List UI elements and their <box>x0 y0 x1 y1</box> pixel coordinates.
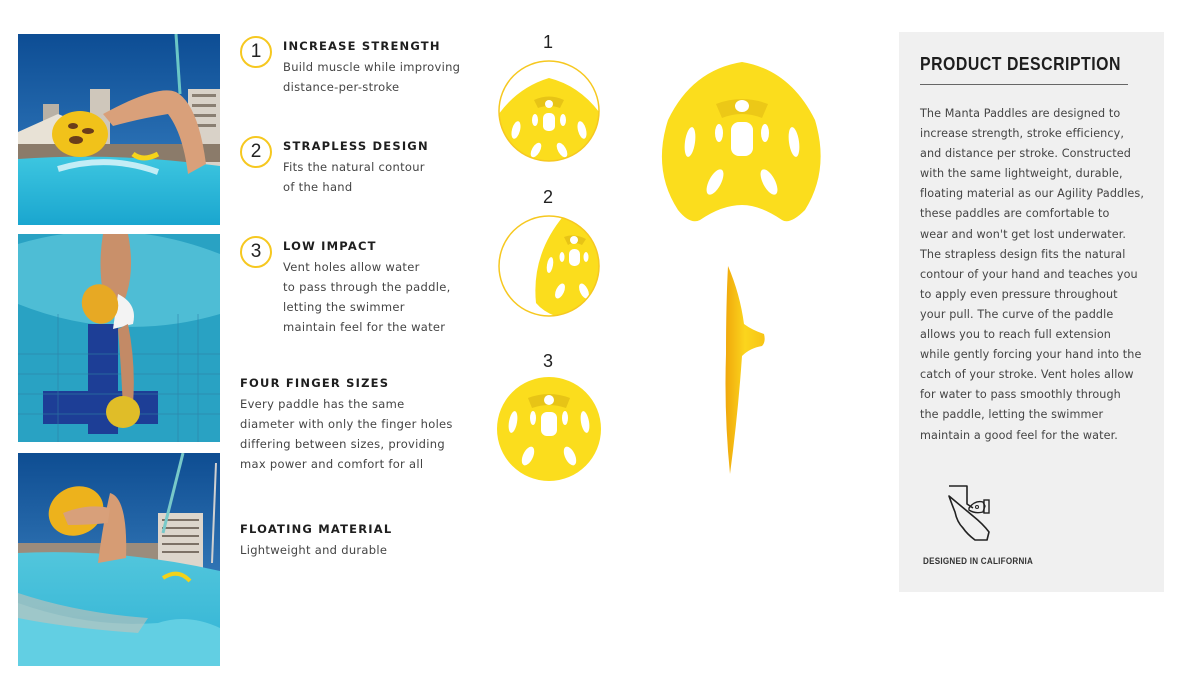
feature-description: Lightweight and durable <box>240 543 388 557</box>
paddle-side-view <box>722 264 768 476</box>
size-label-3: 3 <box>542 351 553 371</box>
feature-description: Every paddle has the same diameter with only the finger holes differing between sizes, providing max power and comfort for all <box>240 397 453 471</box>
feature-description: Vent holes allow water to pass through the paddle, letting the swimmer maintain feel for the water <box>283 260 451 334</box>
feature-four-finger-sizes <box>240 376 453 474</box>
panel-title: PRODUCT DESCRIPTION <box>920 54 1122 74</box>
feature-description: Build muscle while improving distance-per-stroke <box>283 60 461 94</box>
feature-title: STRAPLESS DESIGN <box>283 139 429 153</box>
size-diagram-2 <box>496 213 602 319</box>
photo-swimmer-underwater <box>18 234 220 442</box>
feature-title: INCREASE STRENGTH <box>283 39 441 53</box>
feature-description: Fits the natural contour of the hand <box>283 160 425 194</box>
designed-in-california-label: DESIGNED IN CALIFORNIA <box>923 556 1034 567</box>
feature-title: LOW IMPACT <box>283 239 377 253</box>
title-divider <box>920 84 1128 85</box>
photo-swimmer-freestyle <box>18 34 220 225</box>
paddle-front-view <box>660 60 824 225</box>
size-diagram-1 <box>496 58 602 164</box>
description-body: The Manta Paddles are designed to increase strength, stroke efficiency, and distance per stroke. Constructed with the same lightweight, durable, floating material as our Agility Paddles, these paddles are comfortable to wear and won't get lost underwater. The strapless design fits the natural contour of your hand and teaches you to apply even pressure throughout your pull. The curve of the paddle allows you to reach full extension while gently forcing your hand into the catch of your stroke. Vent holes allow for water to pass smoothly through the paddle, letting the swimmer maintain a good feel for the water. <box>920 107 1144 442</box>
product-description-panel <box>899 32 1164 592</box>
feature-title: FOUR FINGER SIZES <box>240 376 390 390</box>
feature-floating-material <box>240 522 392 560</box>
size-diagram-3 <box>496 376 602 482</box>
number-badge: 1 <box>240 36 272 68</box>
california-pen-icon <box>945 482 995 542</box>
number-badge: 3 <box>240 236 272 268</box>
size-label-2: 2 <box>542 187 553 207</box>
photo-swimmer-splitlevel <box>18 453 220 666</box>
feature-title: FLOATING MATERIAL <box>240 522 393 536</box>
size-label-1: 1 <box>542 32 553 52</box>
number-badge: 2 <box>240 136 272 168</box>
